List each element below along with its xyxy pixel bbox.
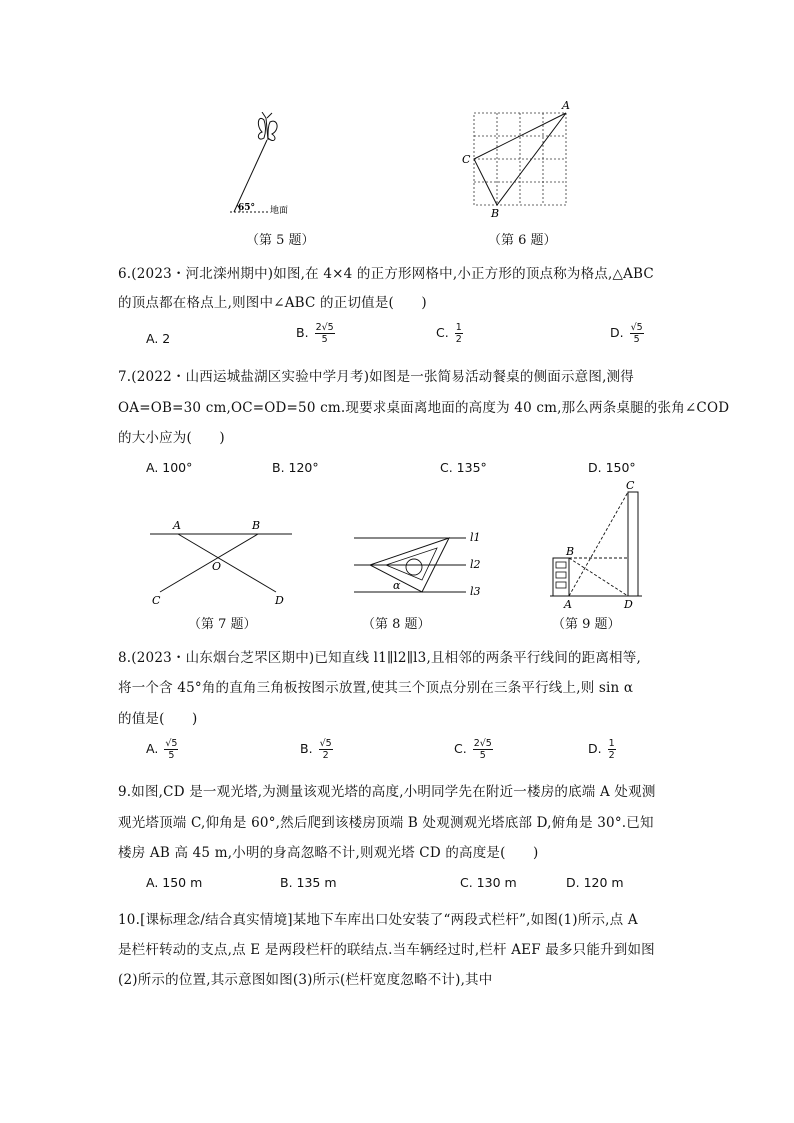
figure-9 xyxy=(548,478,648,610)
label-C9: C xyxy=(626,479,635,492)
q6-option-b[interactable] xyxy=(296,322,335,345)
label-B6: B xyxy=(491,207,500,220)
label-l2: l2 xyxy=(470,558,481,571)
label-C7: C xyxy=(152,594,161,607)
label-O7: O xyxy=(212,560,222,573)
option-label: B. xyxy=(296,325,309,340)
label-D9: D xyxy=(624,598,633,610)
q6-option-c[interactable] xyxy=(436,322,463,345)
q7-option-c[interactable]: C. 135° xyxy=(440,460,487,475)
figure-6 xyxy=(460,96,580,224)
q8-option-a[interactable] xyxy=(146,738,178,761)
denominator: 5 xyxy=(321,334,328,345)
label-B7: B xyxy=(252,519,261,532)
denominator: 2 xyxy=(455,334,462,345)
q8-line3: 的值是( ) xyxy=(118,711,198,727)
q6-option-d[interactable] xyxy=(610,322,644,345)
caption-fig6: （第 6 题） xyxy=(488,233,557,248)
q9-line3: 楼房 AB 高 45 m,小明的身高忽略不计,则观光塔 CD 的高度是( ) xyxy=(118,845,539,861)
caption-fig5: （第 5 题） xyxy=(246,233,315,248)
numerator: 1 xyxy=(608,738,615,749)
option-label: A. xyxy=(146,741,159,756)
numerator: 2√5 xyxy=(473,738,492,749)
q8-line2: 将一个含 45°角的直角三角板按图示放置,使其三个顶点分别在三条平行线上,则 sin α xyxy=(118,680,634,696)
label-B9: B xyxy=(566,545,575,558)
q7-option-a[interactable]: A. 100° xyxy=(146,460,193,475)
q8-line1: 8.(2023・山东烟台芝罘区期中)已知直线 l1∥l2∥l3,且相邻的两条平行线间的距离相等, xyxy=(118,650,641,666)
q6-line1: 6.(2023・河北滦州期中)如图,在 4×4 的正方形网格中,小正方形的顶点称为格点,△ABC xyxy=(118,266,654,282)
numerator: √5 xyxy=(630,322,643,333)
caption-fig9: （第 9 题） xyxy=(552,617,621,632)
label-l3: l3 xyxy=(470,585,481,598)
q9-line2: 观光塔顶端 C,仰角是 60°,然后爬到该楼房顶端 B 处观测观光塔底部 D,俯角是 30°.已知 xyxy=(118,815,654,831)
q7-line2: OA=OB=30 cm,OC=OD=50 cm.现要求桌面离地面的高度为 40 cm,那么两条桌腿的张角∠COD xyxy=(118,400,730,416)
q9-line1: 9.如图,CD 是一观光塔,为测量该观光塔的高度,小明同学先在附近一楼房的底端 A 处观测 xyxy=(118,784,656,800)
q10-line2: 是栏杆转动的支点,点 E 是两段栏杆的联结点.当车辆经过时,栏杆 AEF 最多只能升到如图 xyxy=(118,942,655,958)
numerator: √5 xyxy=(165,738,178,749)
denominator: 5 xyxy=(168,750,175,761)
caption-fig8: （第 8 题） xyxy=(362,617,431,632)
denominator: 2 xyxy=(608,750,615,761)
angle-65-label: 65° xyxy=(238,203,256,213)
q8-option-b[interactable] xyxy=(300,738,333,761)
q8-option-c[interactable] xyxy=(454,738,493,761)
denominator: 5 xyxy=(479,750,486,761)
q8-option-d[interactable] xyxy=(588,738,616,761)
figure-5 xyxy=(222,112,312,222)
figure-7 xyxy=(146,514,296,608)
q6-line2: 的顶点都在格点上,则图中∠ABC 的正切值是( ) xyxy=(118,295,427,311)
label-D7: D xyxy=(275,594,284,607)
label-A6: A xyxy=(562,99,570,112)
option-label: C. xyxy=(436,325,449,340)
denominator: 5 xyxy=(633,334,640,345)
option-label: C. xyxy=(454,741,467,756)
q6-option-a[interactable]: A. 2 xyxy=(146,331,171,346)
denominator: 2 xyxy=(322,750,329,761)
q10-line3: (2)所示的位置,其示意图如图(3)所示(栏杆宽度忽略不计),其中 xyxy=(118,972,493,988)
q9-option-d[interactable]: D. 120 m xyxy=(566,875,624,890)
q9-option-c[interactable]: C. 130 m xyxy=(460,875,517,890)
numerator: 2√5 xyxy=(315,322,334,333)
option-label: D. xyxy=(588,741,602,756)
q7-option-d[interactable]: D. 150° xyxy=(588,460,636,475)
q7-line3: 的大小应为( ) xyxy=(118,430,225,446)
ground-label: 地面 xyxy=(270,206,289,216)
option-label: D. xyxy=(610,325,624,340)
q9-option-a[interactable]: A. 150 m xyxy=(146,875,203,890)
option-label: B. xyxy=(300,741,313,756)
figure-8 xyxy=(350,526,490,608)
label-A9: A xyxy=(564,598,572,610)
label-alpha: α xyxy=(393,579,401,592)
label-C6: C xyxy=(462,153,471,166)
numerator: √5 xyxy=(319,738,332,749)
label-A7: A xyxy=(173,519,181,532)
butterfly-icon xyxy=(258,112,277,141)
caption-fig7: （第 7 题） xyxy=(188,617,257,632)
q9-option-b[interactable]: B. 135 m xyxy=(280,875,337,890)
label-l1: l1 xyxy=(470,531,481,544)
q7-option-b[interactable]: B. 120° xyxy=(272,460,319,475)
q10-line1: 10.[课标理念/结合真实情境]某地下车库出口处安装了“两段式栏杆”,如图(1)所示,点 A xyxy=(118,912,638,928)
q7-line1: 7.(2022・山西运城盐湖区实验中学月考)如图是一张简易活动餐桌的侧面示意图,测得 xyxy=(118,369,634,385)
numerator: 1 xyxy=(455,322,462,333)
